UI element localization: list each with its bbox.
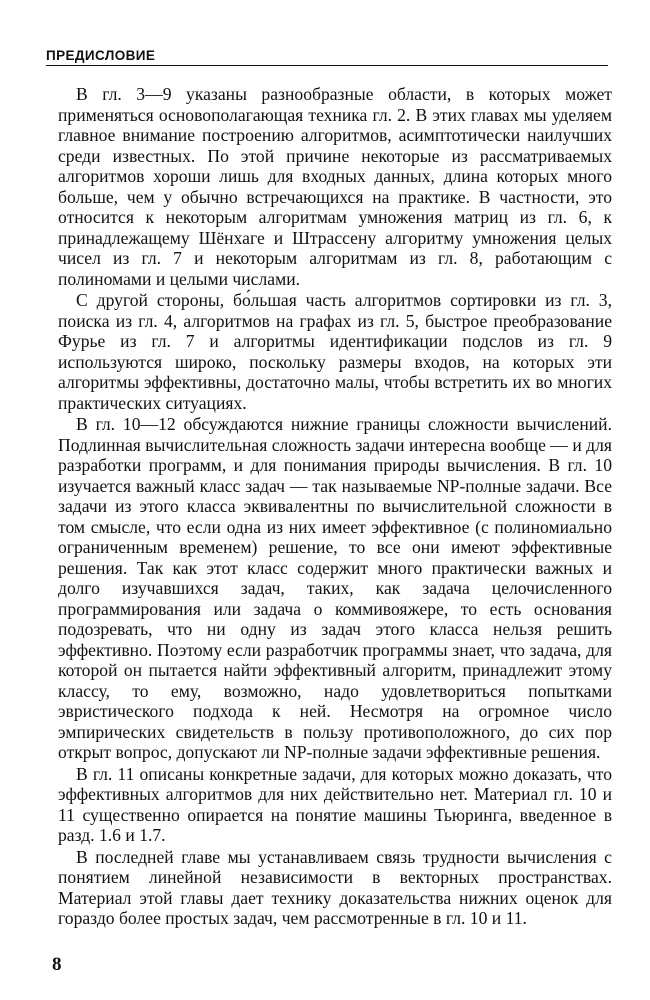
page-number: 8 bbox=[52, 954, 62, 975]
paragraph-4: В гл. 11 описаны конкретные задачи, для которых можно доказать, что эффективных алгоритмов для них действительно нет. Материал гл. 10 и 11 существенно опирается на понятие машины Тьюринга, введенное в разд. 1.6 и 1.7. bbox=[58, 763, 612, 845]
paragraph-1: В гл. 3—9 указаны разнообразные области, в которых может применяться основополагающая техника гл. 2. В этих главах мы уделяем главное внимание построению алгоритмов, асимптотически наилучших среди известных. По этой причине некоторые из рассматриваемых алгоритмов хороши лишь для входных данных, длина которых много больше, чем у обычно встречающихся на практике. В частности, это относится к некоторым алгоритмам умножения матриц из гл. 6, к принадлежащему Шёнхаге и Штрассену алгоритму умножения целых чисел из гл. 7 и некоторым алгоритмам из гл. 8, работающим с полиномами и целыми числами. bbox=[58, 84, 612, 289]
paragraph-2: С другой стороны, бо́льшая часть алгоритмов сортировки из гл. 3, поиска из гл. 4, алгоритмов на графах из гл. 5, быстрое преобразование Фурье из гл. 7 и алгоритмы идентификации подслов из гл. 9 используются широко, поскольку размеры входов, на которых эти алгоритмы эффективны, достаточно малы, чтобы встретить их во многих практических ситуациях. bbox=[58, 290, 612, 413]
running-header-title: ПРЕДИСЛОВИЕ bbox=[46, 48, 156, 63]
paragraph-5: В последней главе мы устанавливаем связь трудности вычисления с понятием линейной независимости в векторных пространствах. Материал этой главы дает технику доказательства нижних оценок для гораздо более простых задач, чем рассмотренные в гл. 10 и 11. bbox=[58, 846, 612, 928]
header-rule bbox=[46, 65, 608, 66]
paragraph-3: В гл. 10—12 обсуждаются нижние границы сложности вычислений. Подлинная вычислительная сложность задачи интересна вообще — и для разработки программ, и для понимания природы вычисления. В гл. 10 изучается важный класс задач — так называемые NP-полные задачи. Все задачи из этого класса эквивалентны по вычислительной сложности в том смысле, что если одна из них имеет эффективное (с полиномиально ограниченным временем) решение, то все они имеют эффективные решения. Так как этот класс содержит много практически важных и долго изучавшихся задач, таких, как задача целочисленного программирования или задача о коммивояжере, то есть основания подозревать, что ни одну из задач этого класса нельзя решить эффективно. Поэтому если разработчик программы знает, что задача, для которой он пытается найти эффективный алгоритм, принадлежит этому классу, то ему, возможно, надо удовлетвориться попытками эвристического подхода к ней. Несмотря на огромное число эмпирических свидетельств в пользу противоположного, до сих пор открыт вопрос, допускают ли NP-полные задачи эффективные решения. bbox=[58, 414, 612, 762]
running-header bbox=[46, 48, 608, 64]
body-text bbox=[58, 84, 612, 929]
